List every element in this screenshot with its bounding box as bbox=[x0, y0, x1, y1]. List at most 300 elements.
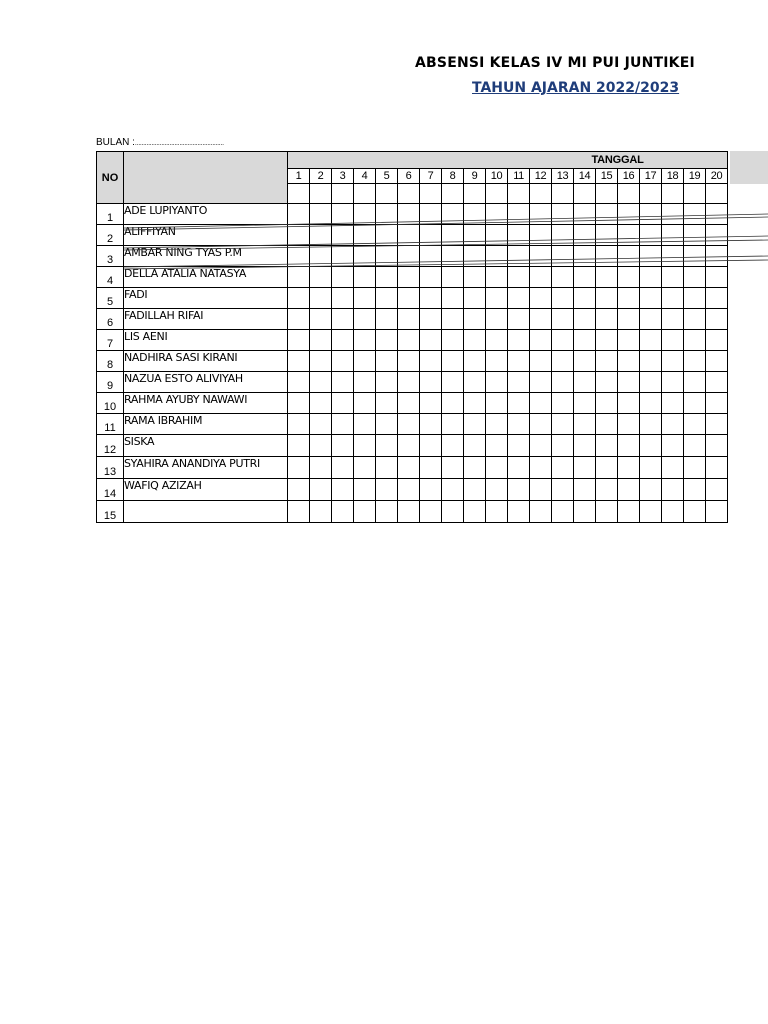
attendance-cell[interactable] bbox=[530, 267, 552, 288]
attendance-cell[interactable] bbox=[706, 501, 728, 523]
attendance-cell[interactable] bbox=[596, 393, 618, 414]
attendance-cell[interactable] bbox=[398, 457, 420, 479]
attendance-cell[interactable] bbox=[640, 204, 662, 225]
attendance-cell[interactable] bbox=[398, 267, 420, 288]
attendance-cell[interactable] bbox=[508, 309, 530, 330]
attendance-cell[interactable] bbox=[376, 267, 398, 288]
attendance-cell[interactable] bbox=[530, 479, 552, 501]
attendance-cell[interactable] bbox=[552, 309, 574, 330]
attendance-cell[interactable] bbox=[376, 501, 398, 523]
attendance-cell[interactable] bbox=[640, 393, 662, 414]
attendance-cell[interactable] bbox=[684, 309, 706, 330]
attendance-cell[interactable] bbox=[464, 351, 486, 372]
attendance-cell[interactable] bbox=[464, 393, 486, 414]
attendance-cell[interactable] bbox=[574, 330, 596, 351]
attendance-cell[interactable] bbox=[420, 246, 442, 267]
attendance-cell[interactable] bbox=[332, 457, 354, 479]
attendance-cell[interactable] bbox=[508, 246, 530, 267]
attendance-cell[interactable] bbox=[288, 267, 310, 288]
attendance-cell[interactable] bbox=[486, 479, 508, 501]
attendance-cell[interactable] bbox=[574, 267, 596, 288]
attendance-cell[interactable] bbox=[640, 309, 662, 330]
attendance-cell[interactable] bbox=[706, 372, 728, 393]
attendance-cell[interactable] bbox=[640, 457, 662, 479]
attendance-cell[interactable] bbox=[706, 330, 728, 351]
attendance-cell[interactable] bbox=[706, 288, 728, 309]
attendance-cell[interactable] bbox=[464, 435, 486, 457]
attendance-cell[interactable] bbox=[640, 501, 662, 523]
attendance-cell[interactable] bbox=[574, 393, 596, 414]
attendance-cell[interactable] bbox=[398, 351, 420, 372]
attendance-cell[interactable] bbox=[442, 479, 464, 501]
attendance-cell[interactable] bbox=[530, 288, 552, 309]
attendance-cell[interactable] bbox=[354, 372, 376, 393]
attendance-cell[interactable] bbox=[354, 457, 376, 479]
attendance-cell[interactable] bbox=[684, 501, 706, 523]
attendance-cell[interactable] bbox=[332, 393, 354, 414]
attendance-cell[interactable] bbox=[508, 330, 530, 351]
attendance-cell[interactable] bbox=[706, 309, 728, 330]
attendance-cell[interactable] bbox=[552, 414, 574, 435]
attendance-cell[interactable] bbox=[398, 479, 420, 501]
attendance-cell[interactable] bbox=[332, 372, 354, 393]
attendance-cell[interactable] bbox=[530, 309, 552, 330]
attendance-cell[interactable] bbox=[662, 435, 684, 457]
attendance-cell[interactable] bbox=[508, 393, 530, 414]
attendance-cell[interactable] bbox=[354, 501, 376, 523]
attendance-cell[interactable] bbox=[640, 479, 662, 501]
attendance-cell[interactable] bbox=[332, 225, 354, 246]
attendance-cell[interactable] bbox=[442, 414, 464, 435]
attendance-cell[interactable] bbox=[486, 457, 508, 479]
attendance-cell[interactable] bbox=[442, 351, 464, 372]
attendance-cell[interactable] bbox=[288, 414, 310, 435]
attendance-cell[interactable] bbox=[640, 435, 662, 457]
attendance-cell[interactable] bbox=[398, 414, 420, 435]
attendance-cell[interactable] bbox=[574, 479, 596, 501]
attendance-cell[interactable] bbox=[662, 501, 684, 523]
attendance-cell[interactable] bbox=[574, 246, 596, 267]
attendance-cell[interactable] bbox=[618, 414, 640, 435]
attendance-cell[interactable] bbox=[376, 309, 398, 330]
attendance-cell[interactable] bbox=[640, 414, 662, 435]
attendance-cell[interactable] bbox=[288, 372, 310, 393]
attendance-cell[interactable] bbox=[420, 351, 442, 372]
attendance-cell[interactable] bbox=[552, 435, 574, 457]
attendance-cell[interactable] bbox=[640, 288, 662, 309]
attendance-cell[interactable] bbox=[420, 479, 442, 501]
attendance-cell[interactable] bbox=[442, 246, 464, 267]
attendance-cell[interactable] bbox=[288, 501, 310, 523]
attendance-cell[interactable] bbox=[552, 351, 574, 372]
attendance-cell[interactable] bbox=[420, 435, 442, 457]
attendance-cell[interactable] bbox=[684, 330, 706, 351]
attendance-cell[interactable] bbox=[442, 288, 464, 309]
attendance-cell[interactable] bbox=[596, 457, 618, 479]
attendance-cell[interactable] bbox=[618, 267, 640, 288]
attendance-cell[interactable] bbox=[508, 372, 530, 393]
attendance-cell[interactable] bbox=[530, 351, 552, 372]
attendance-cell[interactable] bbox=[464, 414, 486, 435]
attendance-cell[interactable] bbox=[618, 372, 640, 393]
attendance-cell[interactable] bbox=[310, 351, 332, 372]
attendance-cell[interactable] bbox=[508, 479, 530, 501]
attendance-cell[interactable] bbox=[618, 501, 640, 523]
attendance-cell[interactable] bbox=[684, 246, 706, 267]
attendance-cell[interactable] bbox=[662, 267, 684, 288]
attendance-cell[interactable] bbox=[420, 225, 442, 246]
attendance-cell[interactable] bbox=[662, 225, 684, 246]
attendance-cell[interactable] bbox=[442, 309, 464, 330]
attendance-cell[interactable] bbox=[464, 246, 486, 267]
attendance-cell[interactable] bbox=[596, 435, 618, 457]
attendance-cell[interactable] bbox=[398, 246, 420, 267]
attendance-cell[interactable] bbox=[530, 435, 552, 457]
attendance-cell[interactable] bbox=[552, 457, 574, 479]
attendance-cell[interactable] bbox=[464, 288, 486, 309]
attendance-cell[interactable] bbox=[420, 204, 442, 225]
attendance-cell[interactable] bbox=[574, 435, 596, 457]
attendance-cell[interactable] bbox=[596, 414, 618, 435]
attendance-cell[interactable] bbox=[354, 309, 376, 330]
attendance-cell[interactable] bbox=[574, 204, 596, 225]
attendance-cell[interactable] bbox=[618, 204, 640, 225]
attendance-cell[interactable] bbox=[618, 288, 640, 309]
attendance-cell[interactable] bbox=[376, 414, 398, 435]
attendance-cell[interactable] bbox=[420, 330, 442, 351]
attendance-cell[interactable] bbox=[552, 267, 574, 288]
attendance-cell[interactable] bbox=[376, 225, 398, 246]
attendance-cell[interactable] bbox=[530, 393, 552, 414]
attendance-cell[interactable] bbox=[684, 351, 706, 372]
attendance-cell[interactable] bbox=[310, 501, 332, 523]
attendance-cell[interactable] bbox=[288, 435, 310, 457]
attendance-cell[interactable] bbox=[596, 501, 618, 523]
attendance-cell[interactable] bbox=[706, 246, 728, 267]
attendance-cell[interactable] bbox=[420, 309, 442, 330]
attendance-cell[interactable] bbox=[398, 309, 420, 330]
attendance-cell[interactable] bbox=[596, 330, 618, 351]
attendance-cell[interactable] bbox=[310, 393, 332, 414]
attendance-cell[interactable] bbox=[640, 246, 662, 267]
attendance-cell[interactable] bbox=[354, 225, 376, 246]
attendance-cell[interactable] bbox=[442, 330, 464, 351]
attendance-cell[interactable] bbox=[288, 457, 310, 479]
attendance-cell[interactable] bbox=[662, 457, 684, 479]
attendance-cell[interactable] bbox=[618, 246, 640, 267]
attendance-cell[interactable] bbox=[706, 267, 728, 288]
attendance-cell[interactable] bbox=[706, 457, 728, 479]
attendance-cell[interactable] bbox=[552, 501, 574, 523]
attendance-cell[interactable] bbox=[508, 267, 530, 288]
attendance-cell[interactable] bbox=[530, 204, 552, 225]
attendance-cell[interactable] bbox=[288, 393, 310, 414]
attendance-cell[interactable] bbox=[486, 330, 508, 351]
attendance-cell[interactable] bbox=[464, 204, 486, 225]
attendance-cell[interactable] bbox=[508, 351, 530, 372]
attendance-cell[interactable] bbox=[486, 246, 508, 267]
attendance-cell[interactable] bbox=[706, 414, 728, 435]
attendance-cell[interactable] bbox=[376, 457, 398, 479]
attendance-cell[interactable] bbox=[706, 479, 728, 501]
attendance-cell[interactable] bbox=[574, 457, 596, 479]
attendance-cell[interactable] bbox=[354, 267, 376, 288]
attendance-cell[interactable] bbox=[376, 246, 398, 267]
attendance-cell[interactable] bbox=[486, 225, 508, 246]
attendance-cell[interactable] bbox=[464, 479, 486, 501]
attendance-cell[interactable] bbox=[310, 246, 332, 267]
attendance-cell[interactable] bbox=[376, 351, 398, 372]
attendance-cell[interactable] bbox=[376, 288, 398, 309]
attendance-cell[interactable] bbox=[596, 225, 618, 246]
attendance-cell[interactable] bbox=[552, 372, 574, 393]
attendance-cell[interactable] bbox=[332, 288, 354, 309]
attendance-cell[interactable] bbox=[596, 372, 618, 393]
attendance-cell[interactable] bbox=[662, 393, 684, 414]
attendance-cell[interactable] bbox=[310, 288, 332, 309]
attendance-cell[interactable] bbox=[486, 393, 508, 414]
attendance-cell[interactable] bbox=[442, 372, 464, 393]
attendance-cell[interactable] bbox=[552, 479, 574, 501]
attendance-cell[interactable] bbox=[442, 225, 464, 246]
attendance-cell[interactable] bbox=[354, 393, 376, 414]
attendance-cell[interactable] bbox=[310, 204, 332, 225]
attendance-cell[interactable] bbox=[530, 457, 552, 479]
attendance-cell[interactable] bbox=[288, 225, 310, 246]
attendance-cell[interactable] bbox=[618, 330, 640, 351]
attendance-cell[interactable] bbox=[618, 309, 640, 330]
attendance-cell[interactable] bbox=[376, 372, 398, 393]
attendance-cell[interactable] bbox=[662, 246, 684, 267]
attendance-cell[interactable] bbox=[552, 225, 574, 246]
attendance-cell[interactable] bbox=[640, 351, 662, 372]
attendance-cell[interactable] bbox=[684, 393, 706, 414]
attendance-cell[interactable] bbox=[486, 351, 508, 372]
attendance-cell[interactable] bbox=[574, 288, 596, 309]
attendance-cell[interactable] bbox=[310, 435, 332, 457]
attendance-cell[interactable] bbox=[618, 351, 640, 372]
attendance-cell[interactable] bbox=[376, 479, 398, 501]
attendance-cell[interactable] bbox=[618, 435, 640, 457]
attendance-cell[interactable] bbox=[486, 414, 508, 435]
attendance-cell[interactable] bbox=[618, 479, 640, 501]
attendance-cell[interactable] bbox=[310, 225, 332, 246]
attendance-cell[interactable] bbox=[486, 372, 508, 393]
attendance-cell[interactable] bbox=[332, 246, 354, 267]
attendance-cell[interactable] bbox=[530, 246, 552, 267]
attendance-cell[interactable] bbox=[596, 351, 618, 372]
attendance-cell[interactable] bbox=[442, 204, 464, 225]
attendance-cell[interactable] bbox=[332, 267, 354, 288]
attendance-cell[interactable] bbox=[640, 330, 662, 351]
attendance-cell[interactable] bbox=[442, 501, 464, 523]
attendance-cell[interactable] bbox=[662, 288, 684, 309]
attendance-cell[interactable] bbox=[530, 372, 552, 393]
attendance-cell[interactable] bbox=[552, 330, 574, 351]
attendance-cell[interactable] bbox=[420, 267, 442, 288]
attendance-cell[interactable] bbox=[662, 330, 684, 351]
attendance-cell[interactable] bbox=[332, 309, 354, 330]
attendance-cell[interactable] bbox=[662, 351, 684, 372]
attendance-cell[interactable] bbox=[464, 267, 486, 288]
attendance-cell[interactable] bbox=[596, 288, 618, 309]
attendance-cell[interactable] bbox=[354, 204, 376, 225]
attendance-cell[interactable] bbox=[530, 414, 552, 435]
attendance-cell[interactable] bbox=[398, 204, 420, 225]
attendance-cell[interactable] bbox=[464, 457, 486, 479]
attendance-cell[interactable] bbox=[574, 225, 596, 246]
attendance-cell[interactable] bbox=[508, 501, 530, 523]
attendance-cell[interactable] bbox=[442, 435, 464, 457]
attendance-cell[interactable] bbox=[288, 204, 310, 225]
attendance-cell[interactable] bbox=[486, 501, 508, 523]
attendance-cell[interactable] bbox=[376, 330, 398, 351]
attendance-cell[interactable] bbox=[486, 309, 508, 330]
attendance-cell[interactable] bbox=[552, 204, 574, 225]
attendance-cell[interactable] bbox=[574, 372, 596, 393]
attendance-cell[interactable] bbox=[420, 393, 442, 414]
attendance-cell[interactable] bbox=[684, 288, 706, 309]
attendance-cell[interactable] bbox=[574, 501, 596, 523]
attendance-cell[interactable] bbox=[662, 414, 684, 435]
attendance-cell[interactable] bbox=[310, 457, 332, 479]
attendance-cell[interactable] bbox=[398, 393, 420, 414]
attendance-cell[interactable] bbox=[706, 204, 728, 225]
attendance-cell[interactable] bbox=[596, 204, 618, 225]
attendance-cell[interactable] bbox=[618, 393, 640, 414]
attendance-cell[interactable] bbox=[486, 267, 508, 288]
attendance-cell[interactable] bbox=[332, 414, 354, 435]
attendance-cell[interactable] bbox=[288, 351, 310, 372]
attendance-cell[interactable] bbox=[596, 479, 618, 501]
attendance-cell[interactable] bbox=[288, 479, 310, 501]
attendance-cell[interactable] bbox=[596, 267, 618, 288]
attendance-cell[interactable] bbox=[640, 372, 662, 393]
attendance-cell[interactable] bbox=[398, 501, 420, 523]
attendance-cell[interactable] bbox=[420, 501, 442, 523]
attendance-cell[interactable] bbox=[684, 435, 706, 457]
attendance-cell[interactable] bbox=[706, 225, 728, 246]
attendance-cell[interactable] bbox=[684, 267, 706, 288]
attendance-cell[interactable] bbox=[684, 479, 706, 501]
attendance-cell[interactable] bbox=[354, 330, 376, 351]
attendance-cell[interactable] bbox=[684, 225, 706, 246]
attendance-cell[interactable] bbox=[508, 414, 530, 435]
attendance-cell[interactable] bbox=[640, 267, 662, 288]
attendance-cell[interactable] bbox=[464, 501, 486, 523]
attendance-cell[interactable] bbox=[288, 330, 310, 351]
attendance-cell[interactable] bbox=[288, 309, 310, 330]
attendance-cell[interactable] bbox=[376, 435, 398, 457]
attendance-cell[interactable] bbox=[310, 372, 332, 393]
attendance-cell[interactable] bbox=[288, 288, 310, 309]
attendance-cell[interactable] bbox=[574, 309, 596, 330]
attendance-cell[interactable] bbox=[464, 372, 486, 393]
attendance-cell[interactable] bbox=[486, 288, 508, 309]
attendance-cell[interactable] bbox=[420, 288, 442, 309]
attendance-cell[interactable] bbox=[552, 288, 574, 309]
attendance-cell[interactable] bbox=[596, 309, 618, 330]
attendance-cell[interactable] bbox=[706, 351, 728, 372]
attendance-cell[interactable] bbox=[486, 435, 508, 457]
attendance-cell[interactable] bbox=[310, 309, 332, 330]
attendance-cell[interactable] bbox=[530, 501, 552, 523]
attendance-cell[interactable] bbox=[662, 204, 684, 225]
attendance-cell[interactable] bbox=[354, 435, 376, 457]
attendance-cell[interactable] bbox=[332, 330, 354, 351]
attendance-cell[interactable] bbox=[354, 351, 376, 372]
attendance-cell[interactable] bbox=[398, 330, 420, 351]
attendance-cell[interactable] bbox=[662, 372, 684, 393]
attendance-cell[interactable] bbox=[508, 225, 530, 246]
attendance-cell[interactable] bbox=[464, 225, 486, 246]
attendance-cell[interactable] bbox=[398, 288, 420, 309]
attendance-cell[interactable] bbox=[398, 225, 420, 246]
attendance-cell[interactable] bbox=[354, 414, 376, 435]
attendance-cell[interactable] bbox=[332, 479, 354, 501]
attendance-cell[interactable] bbox=[354, 246, 376, 267]
attendance-cell[interactable] bbox=[310, 414, 332, 435]
attendance-cell[interactable] bbox=[684, 204, 706, 225]
attendance-cell[interactable] bbox=[420, 414, 442, 435]
attendance-cell[interactable] bbox=[530, 330, 552, 351]
attendance-cell[interactable] bbox=[464, 309, 486, 330]
attendance-cell[interactable] bbox=[376, 204, 398, 225]
attendance-cell[interactable] bbox=[530, 225, 552, 246]
attendance-cell[interactable] bbox=[684, 457, 706, 479]
attendance-cell[interactable] bbox=[332, 435, 354, 457]
attendance-cell[interactable] bbox=[332, 351, 354, 372]
attendance-cell[interactable] bbox=[640, 225, 662, 246]
attendance-cell[interactable] bbox=[420, 372, 442, 393]
attendance-cell[interactable] bbox=[552, 246, 574, 267]
attendance-cell[interactable] bbox=[310, 479, 332, 501]
attendance-cell[interactable] bbox=[420, 457, 442, 479]
attendance-cell[interactable] bbox=[508, 435, 530, 457]
attendance-cell[interactable] bbox=[354, 479, 376, 501]
attendance-cell[interactable] bbox=[706, 435, 728, 457]
attendance-cell[interactable] bbox=[288, 246, 310, 267]
attendance-cell[interactable] bbox=[508, 457, 530, 479]
attendance-cell[interactable] bbox=[442, 267, 464, 288]
attendance-cell[interactable] bbox=[398, 372, 420, 393]
attendance-cell[interactable] bbox=[354, 288, 376, 309]
attendance-cell[interactable] bbox=[464, 330, 486, 351]
attendance-cell[interactable] bbox=[662, 479, 684, 501]
attendance-cell[interactable] bbox=[618, 225, 640, 246]
attendance-cell[interactable] bbox=[398, 435, 420, 457]
attendance-cell[interactable] bbox=[376, 393, 398, 414]
attendance-cell[interactable] bbox=[662, 309, 684, 330]
attendance-cell[interactable] bbox=[486, 204, 508, 225]
attendance-cell[interactable] bbox=[332, 204, 354, 225]
attendance-cell[interactable] bbox=[596, 246, 618, 267]
attendance-cell[interactable] bbox=[552, 393, 574, 414]
attendance-cell[interactable] bbox=[310, 330, 332, 351]
attendance-cell[interactable] bbox=[706, 393, 728, 414]
attendance-cell[interactable] bbox=[618, 457, 640, 479]
attendance-cell[interactable] bbox=[574, 414, 596, 435]
attendance-cell[interactable] bbox=[310, 267, 332, 288]
attendance-cell[interactable] bbox=[442, 393, 464, 414]
attendance-cell[interactable] bbox=[684, 414, 706, 435]
attendance-cell[interactable] bbox=[508, 288, 530, 309]
attendance-cell[interactable] bbox=[442, 457, 464, 479]
attendance-cell[interactable] bbox=[574, 351, 596, 372]
attendance-cell[interactable] bbox=[684, 372, 706, 393]
attendance-cell[interactable] bbox=[508, 204, 530, 225]
attendance-cell[interactable] bbox=[332, 501, 354, 523]
